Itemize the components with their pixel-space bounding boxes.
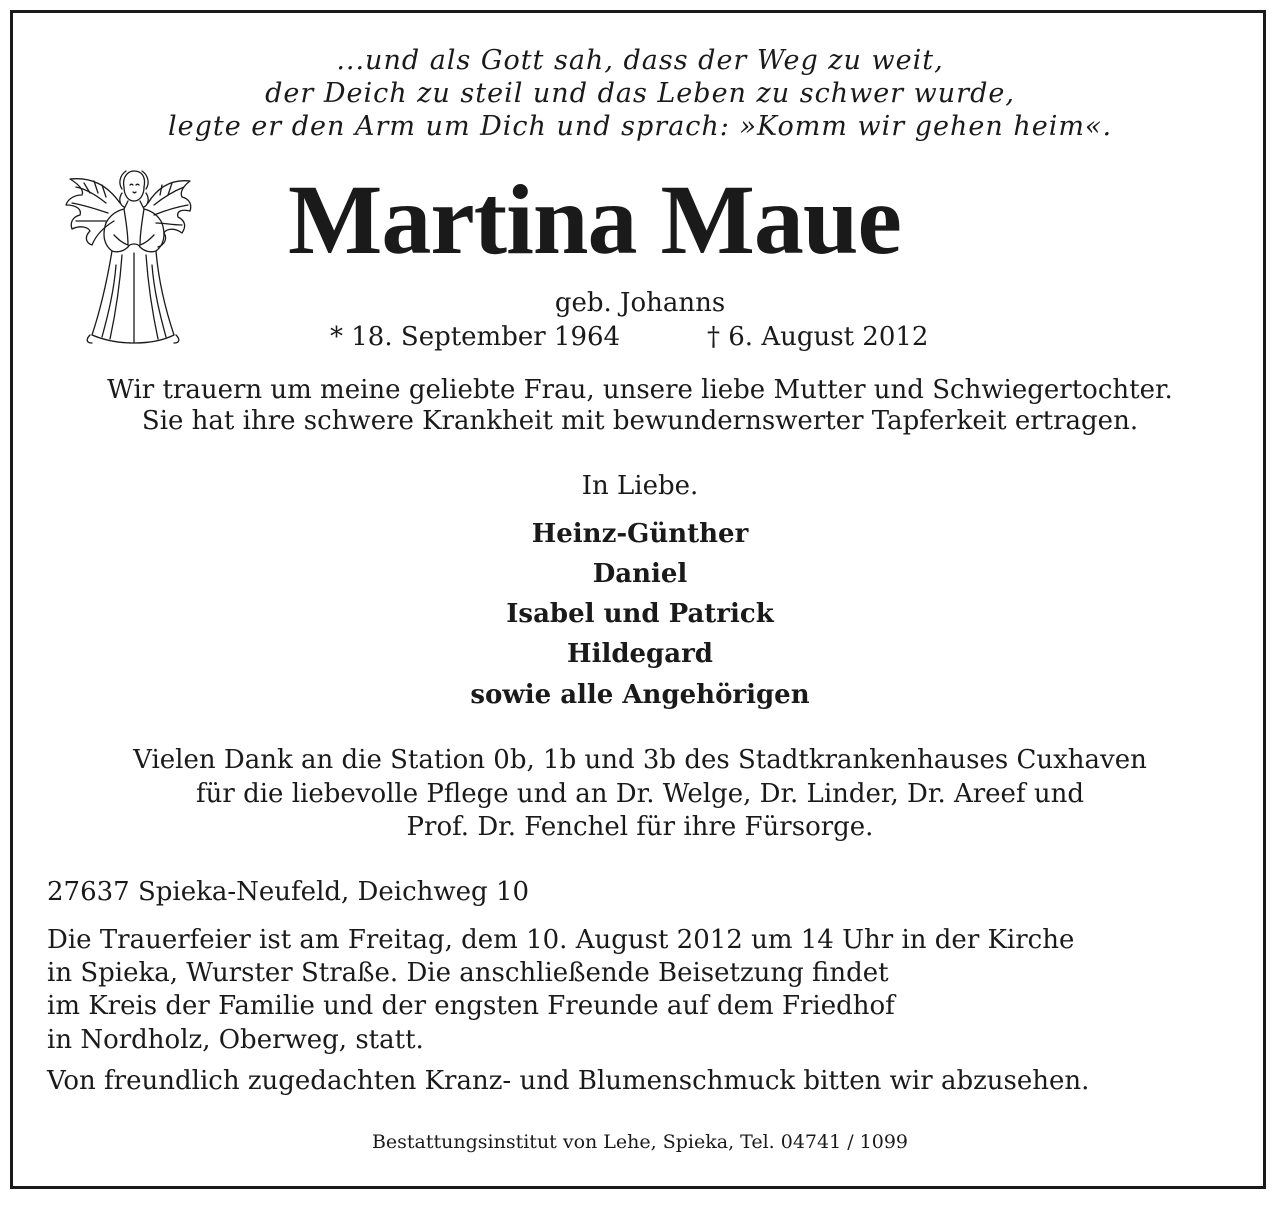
mourning-line-1: Wir trauern um meine geliebte Frau, unsere liebe Mutter und Schwiegertochter. (107, 375, 1173, 405)
in-love-text: In Liebe. (581, 471, 699, 501)
death-date: † 6. August 2012 (707, 322, 929, 352)
thanks-line-1: Vielen Dank an die Station 0b, 1b und 3b des Stadtkrankenhauses Cuxhaven (133, 745, 1147, 775)
funeral-line-2: in Spieka, Wurster Straße. Die anschließende Beisetzung findet (47, 958, 889, 988)
family-member: Daniel (592, 559, 688, 589)
family-member: Isabel und Patrick (506, 599, 774, 629)
deceased-name: Martina Maue (288, 164, 901, 275)
address: 27637 Spieka-Neufeld, Deichweg 10 (47, 877, 530, 907)
birth-date: * 18. September 1964 (330, 322, 621, 352)
undertaker-info: Bestattungsinstitut von Lehe, Spieka, Tel. 04741 / 1099 (371, 1131, 909, 1153)
flowers-note: Von freundlich zugedachten Kranz- und Blumenschmuck bitten wir abzusehen. (47, 1066, 1090, 1096)
maiden-name: geb. Johanns (554, 288, 726, 318)
thanks-line-3: Prof. Dr. Fenchel für ihre Fürsorge. (406, 812, 874, 842)
funeral-line-3: im Kreis der Familie und der engsten Freunde auf dem Friedhof (47, 991, 895, 1021)
funeral-line-4: in Nordholz, Oberweg, statt. (47, 1025, 424, 1055)
family-member: Hildegard (567, 639, 713, 669)
family-member: Heinz-Günther (531, 519, 749, 549)
quote-line-3: legte er den Arm um Dich und sprach: »Komm wir gehen heim«. (167, 111, 1113, 142)
mourning-line-2: Sie hat ihre schwere Krankheit mit bewundernswerter Tapferkeit ertragen. (141, 406, 1139, 436)
quote-line-1: ...und als Gott sah, dass der Weg zu weit, (336, 45, 944, 76)
funeral-line-1: Die Trauerfeier ist am Freitag, dem 10. August 2012 um 14 Uhr in der Kirche (47, 925, 1075, 955)
thanks-line-2: für die liebevolle Pflege und an Dr. Welge, Dr. Linder, Dr. Areef und (196, 779, 1084, 809)
family-member: sowie alle Angehörigen (470, 680, 810, 710)
quote-line-2: der Deich zu steil und das Leben zu schwer wurde, (265, 78, 1015, 109)
angel-icon (62, 165, 194, 347)
